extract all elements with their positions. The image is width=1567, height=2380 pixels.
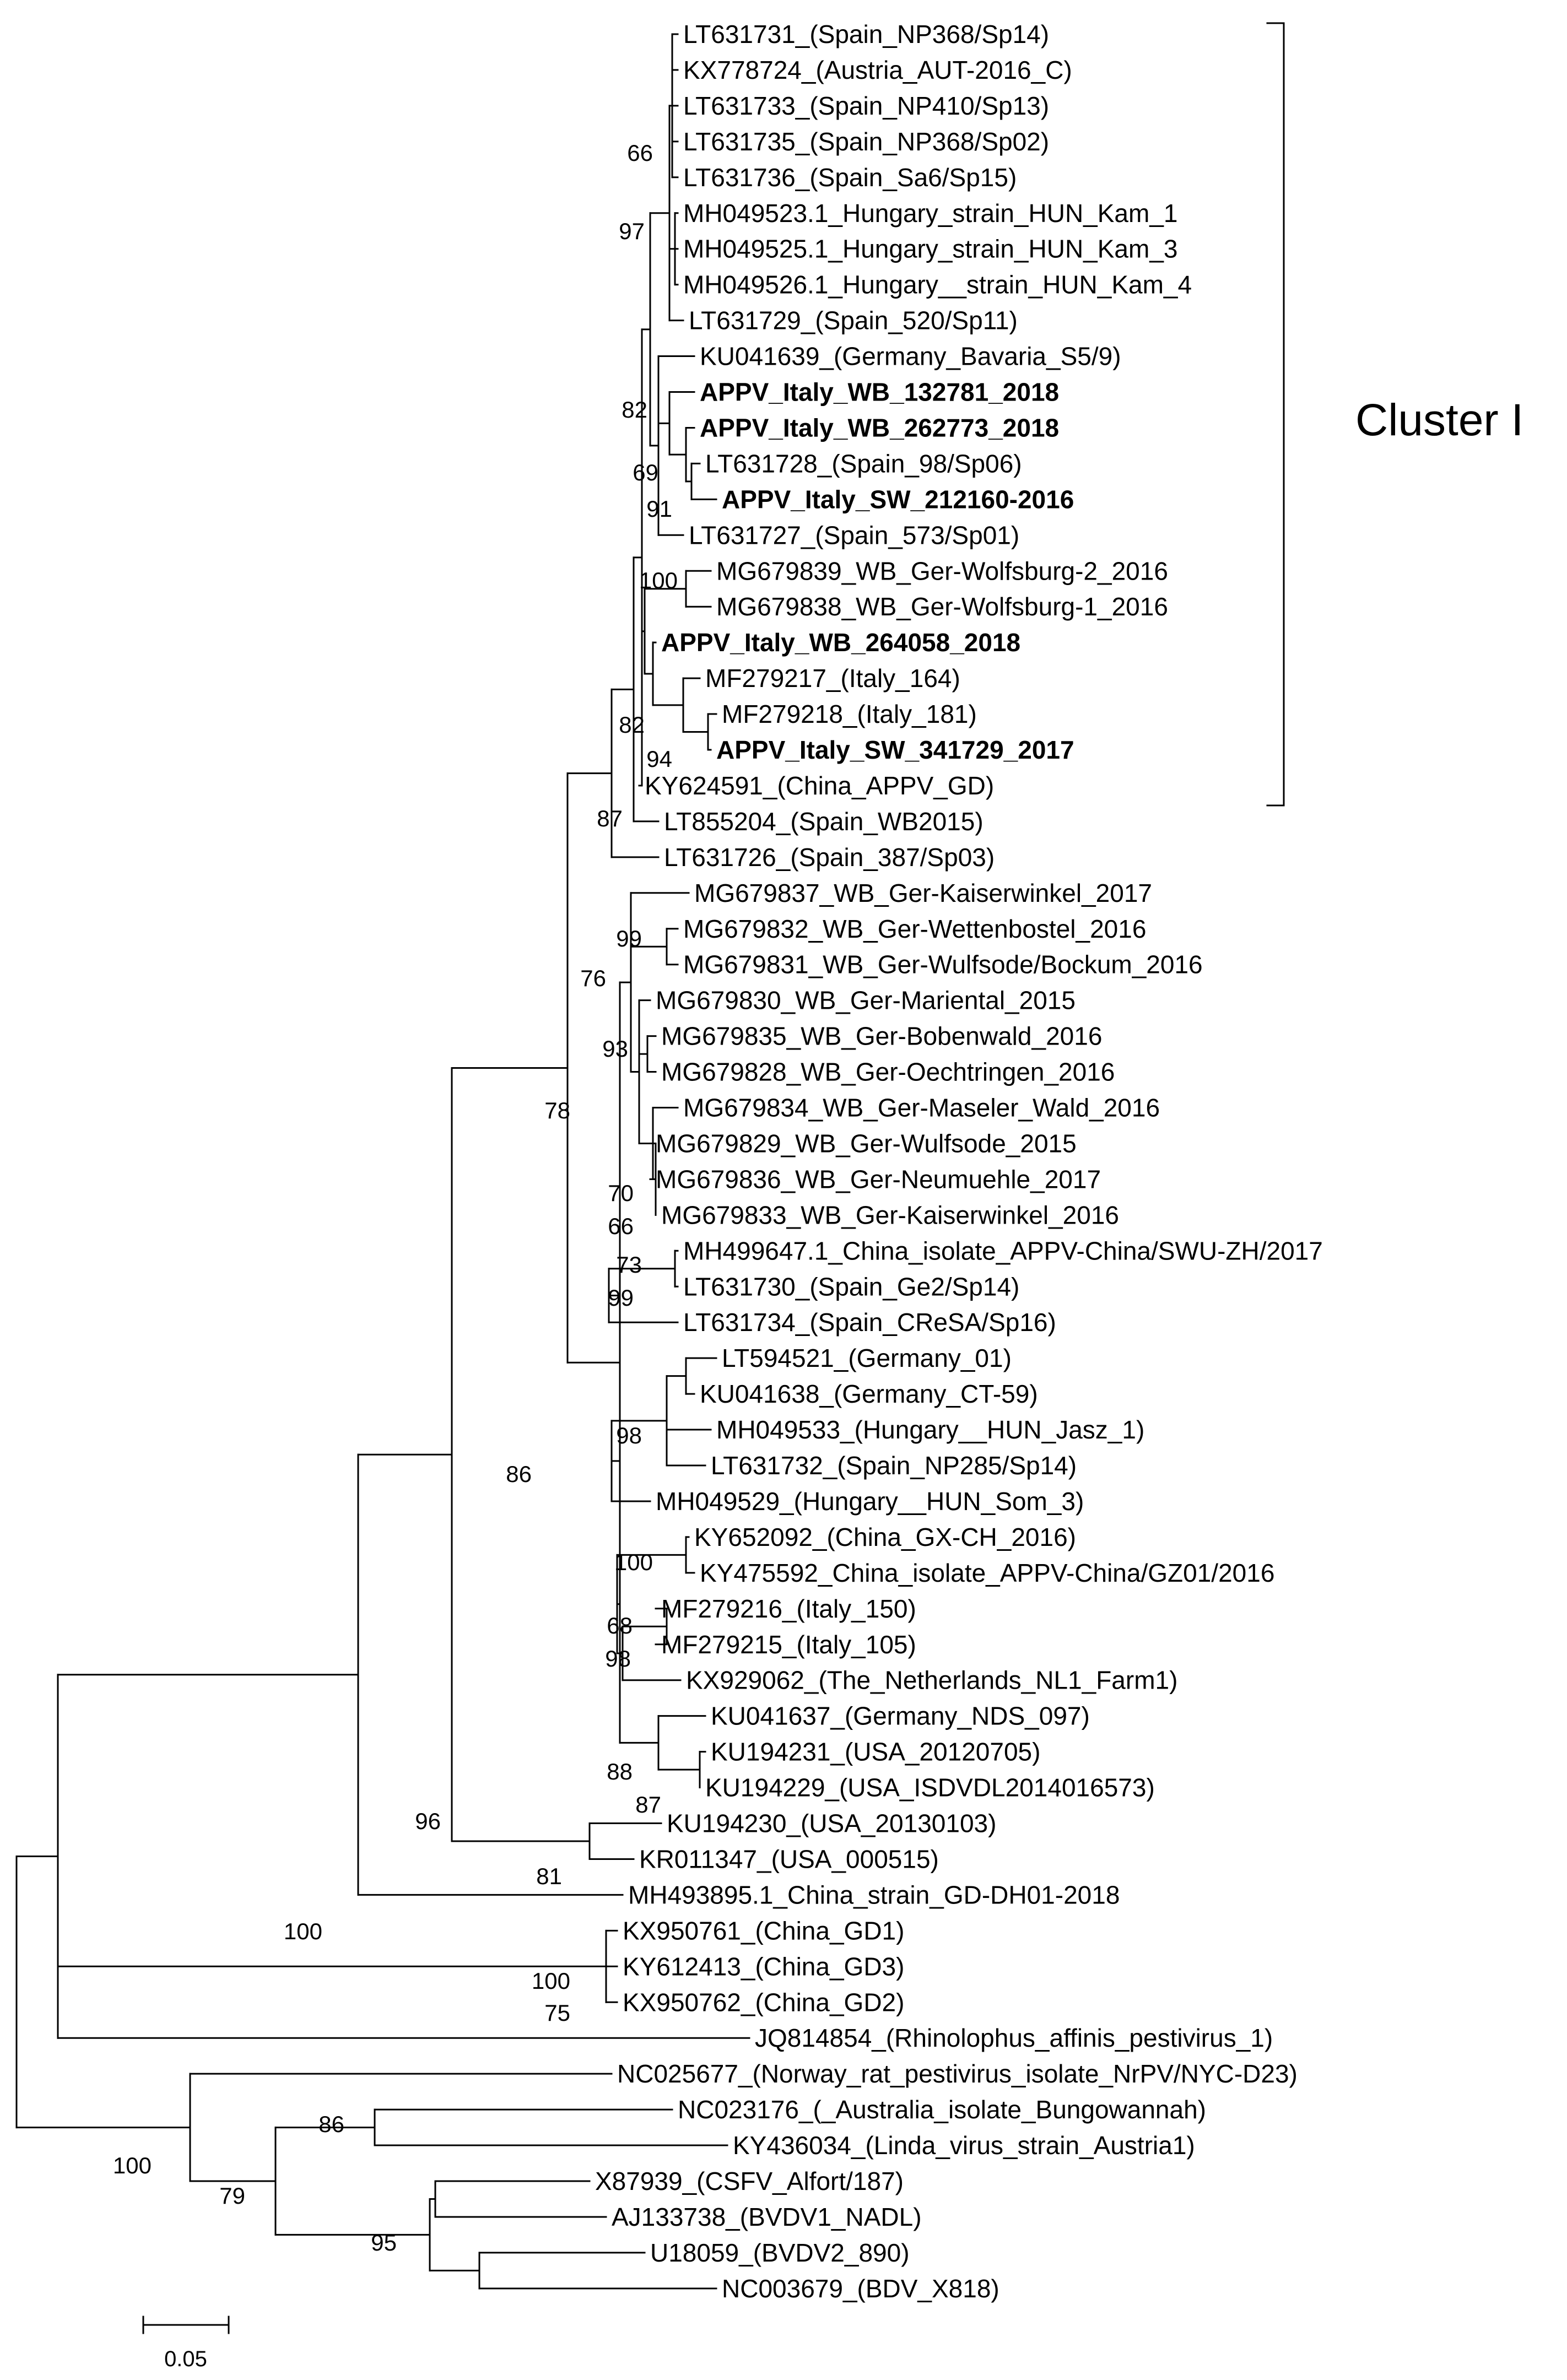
leaf-label: JQ814854_(Rhinolophus_affinis_pestivirus_1) [755,2024,1273,2053]
bootstrap-value: 70 [608,1180,634,1206]
bootstrap-value: 79 [219,2183,245,2209]
leaf-label: KU041638_(Germany_CT-59) [700,1380,1038,1409]
leaf-label: LT631728_(Spain_98/Sp06) [705,449,1022,478]
bootstrap-value: 100 [531,1968,570,1994]
leaf-label: MF279216_(Italy_150) [661,1594,916,1623]
leaf-label: KU194231_(USA_20120705) [711,1737,1041,1766]
bootstrap-value: 82 [622,397,647,423]
leaf-label: MG679835_WB_Ger-Bobenwald_2016 [661,1021,1103,1051]
leaf-label: LT631727_(Spain_573/Sp01) [689,521,1020,550]
bootstrap-value: 98 [616,1422,642,1448]
leaf-label: KY612413_(China_GD3) [623,1952,905,1981]
bootstrap-value: 91 [646,496,672,522]
bootstrap-value: 93 [602,1036,628,1062]
leaf-label: KU041637_(Germany_NDS_097) [711,1701,1090,1730]
leaf-label: LT631731_(Spain_NP368/Sp14) [683,20,1050,48]
bootstrap-value: 66 [608,1213,634,1239]
leaf-label: MH049533_(Hungary__HUN_Jasz_1) [716,1415,1145,1445]
leaf-label: KU194229_(USA_ISDVDL2014016573) [705,1773,1155,1802]
bootstrap-value: 88 [607,1759,633,1784]
leaf-label: LT631726_(Spain_387/Sp03) [664,842,995,872]
leaf-label: LT631735_(Spain_NP368/Sp02) [683,127,1050,156]
bootstrap-value: 75 [544,2000,570,2026]
leaf-label: LT631733_(Spain_NP410/Sp13) [683,91,1050,120]
leaf-label: MF279218_(Italy_181) [722,700,977,729]
leaf-label: APPV_Italy_WB_262773_2018 [700,413,1060,442]
leaf-label: KY624591_(China_APPV_GD) [645,771,995,800]
leaf-label: MF279215_(Italy_105) [661,1630,916,1659]
leaf-label: APPV_Italy_WB_264058_2018 [661,628,1021,657]
bootstrap-value: 95 [371,2230,397,2255]
leaf-label: MG679837_WB_Ger-Kaiserwinkel_2017 [694,878,1152,907]
bootstrap-value: 98 [605,1646,631,1672]
bootstrap-value: 86 [318,2111,344,2137]
leaf-label: KX929062_(The_Netherlands_NL1_Farm1) [686,1665,1178,1695]
leaf-label: MH493895.1_China_strain_GD-DH01-2018 [628,1880,1120,1910]
leaf-label: AJ133738_(BVDV1_NADL) [612,2202,922,2231]
bootstrap-value: 76 [580,965,606,991]
leaf-label: KX950762_(China_GD2) [623,1988,905,2017]
leaf-label: X87939_(CSFV_Alfort/187) [595,2167,904,2195]
leaf-label: MG679829_WB_Ger-Wulfsode_2015 [656,1129,1077,1158]
bootstrap-value: 68 [607,1613,633,1638]
leaf-label: MG679828_WB_Ger-Oechtringen_2016 [661,1057,1115,1086]
bootstrap-value: 87 [597,805,623,831]
leaf-label: LT855204_(Spain_WB2015) [664,807,984,836]
leaf-label: KU194230_(USA_20130103) [667,1809,997,1838]
leaf-label: APPV_Italy_SW_341729_2017 [716,735,1074,764]
bootstrap-value: 82 [619,712,645,738]
leaf-label: APPV_Italy_WB_132781_2018 [700,377,1060,407]
leaf-label: NC025677_(Norway_rat_pestivirus_isolate_NrPV/NYC-D23) [617,2059,1298,2089]
leaf-label: KR011347_(USA_000515) [639,1844,939,1874]
leaf-label: MG679836_WB_Ger-Neumuehle_2017 [656,1165,1101,1194]
leaf-label: KX950761_(China_GD1) [623,1916,905,1945]
leaf-label: LT631730_(Spain_Ge2/Sp14) [683,1272,1020,1301]
bootstrap-value: 73 [616,1252,642,1278]
leaf-label: KY652092_(China_GX-CH_2016) [694,1522,1076,1551]
leaf-label: LT594521_(Germany_01) [722,1344,1012,1373]
bootstrap-value: 69 [633,459,658,485]
leaf-label: APPV_Italy_SW_212160-2016 [722,485,1074,514]
leaf-label: MH499647.1_China_isolate_APPV-China/SWU-ZH/2017 [683,1236,1323,1265]
leaf-label: U18059_(BVDV2_890) [650,2238,910,2267]
leaf-label: KU041639_(Germany_Bavaria_S5/9) [700,342,1121,371]
leaf-label: MF279217_(Italy_164) [705,664,960,693]
bootstrap-value: 99 [616,926,642,951]
leaf-label: MG679833_WB_Ger-Kaiserwinkel_2016 [661,1200,1119,1230]
bootstrap-value: 87 [635,1792,661,1818]
leaf-label: MG679839_WB_Ger-Wolfsburg-2_2016 [716,556,1168,586]
leaf-label: LT631729_(Spain_520/Sp11) [689,306,1018,335]
leaf-label: KY475592_China_isolate_APPV-China/GZ01/2016 [700,1558,1275,1587]
leaf-label: LT631732_(Spain_NP285/Sp14) [711,1451,1077,1480]
leaf-label: MG679830_WB_Ger-Mariental_2015 [656,986,1076,1015]
leaf-label: NC023176_(_Australia_isolate_Bungowannah) [678,2095,1206,2124]
leaf-label: NC003679_(BDV_X818) [722,2274,999,2303]
bootstrap-value: 100 [614,1549,653,1575]
leaf-label: MH049525.1_Hungary_strain_HUN_Kam_3 [683,234,1178,263]
leaf-label: MG679838_WB_Ger-Wolfsburg-1_2016 [716,592,1168,621]
leaf-label: MG679831_WB_Ger-Wulfsode/Bockum_2016 [683,950,1203,979]
bootstrap-value: 100 [112,2152,152,2178]
bootstrap-value: 81 [536,1863,562,1889]
leaf-label: LT631734_(Spain_CReSA/Sp16) [683,1308,1056,1337]
scale-bar-label: 0.05 [164,2347,207,2371]
leaf-label: MH049529_(Hungary__HUN_Som_3) [656,1486,1084,1516]
leaf-label: MH049523.1_Hungary_strain_HUN_Kam_1 [683,198,1178,228]
bootstrap-value: 96 [415,1808,441,1834]
cluster-label: Cluster I [1355,395,1524,445]
bootstrap-value: 97 [619,218,645,244]
bootstrap-value: 94 [646,746,672,772]
leaf-label: MG679832_WB_Ger-Wettenbostel_2016 [683,914,1147,943]
bootstrap-value: 78 [544,1097,570,1123]
leaf-label: MH049526.1_Hungary__strain_HUN_Kam_4 [683,270,1192,299]
leaf-label: MG679834_WB_Ger-Maseler_Wald_2016 [683,1093,1160,1122]
leaf-label: KY436034_(Linda_virus_strain_Austria1) [733,2131,1195,2160]
bootstrap-value: 99 [608,1285,634,1311]
leaf-label: KX778724_(Austria_AUT-2016_C) [683,55,1072,84]
bootstrap-value: 100 [283,1918,322,1944]
leaf-label: LT631736_(Spain_Sa6/Sp15) [683,163,1017,192]
bootstrap-value: 100 [639,567,678,593]
bootstrap-value: 66 [627,140,653,166]
bootstrap-value: 86 [506,1461,532,1487]
